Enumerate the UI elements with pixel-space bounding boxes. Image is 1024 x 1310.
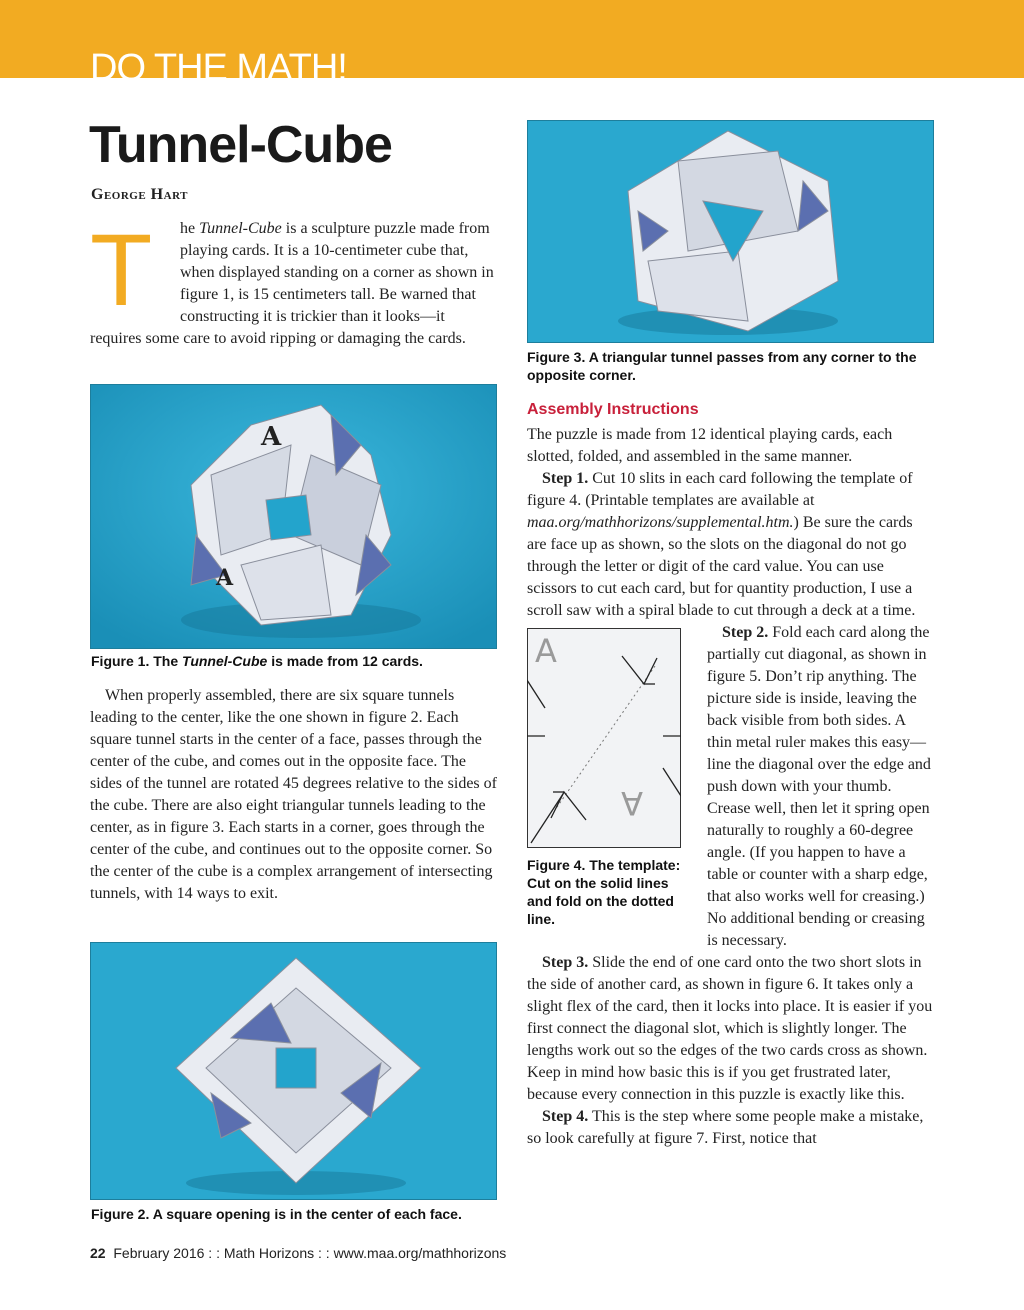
- figure-1-photo: [90, 384, 497, 649]
- fig1-caption-prefix: Figure 1. The: [91, 653, 183, 669]
- step-3-text: Slide the end of one card onto the two short slots in the side of another card, as shown in figure 6. It takes only a slight flex of the card, then it locks into place. It is easier if you first connect the diagonal slot, which is slightly longer. The lengths work out so the edges of the two cards cross as shown. Keep in mind how basic this is if you get frustrated later, because every connection in this puzzle is exactly like this.: [527, 954, 933, 1103]
- figure-3-photo: [527, 120, 934, 343]
- author-name: George Hart: [91, 186, 188, 203]
- assembly-intro: The puzzle is made from 12 identical playing cards, each slotted, folded, and assembled in the same manner.: [527, 426, 893, 465]
- template-letter-top: A: [535, 632, 557, 670]
- step-2-label: Step 2.: [722, 624, 769, 641]
- card-letter-a: A: [261, 422, 282, 452]
- template-letter-bottom: A: [621, 784, 643, 822]
- step-1-paragraph: [527, 468, 934, 622]
- fig1-caption-em: Tunnel-Cube: [182, 653, 268, 669]
- intro-em: Tunnel-Cube: [199, 220, 282, 237]
- figure-4: [527, 624, 699, 944]
- tunnels-paragraph: When properly assembled, there are six square tunnels leading to the center, like the one shown in figure 2. Each square tunnel starts in the center of a face, passes through the center of the cube, and comes out in the opposite face. The sides of the tunnel are rotated 45 degrees relative to the sides of the cube. There are also eight triangular tunnels leading to the center, as in figure 3. Each starts in a corner, goes through the center of the cube, and continues out to the opposite corner. So the center of the cube is a complex arrangement of intersecting tunnels, with 14 ways to exit.: [90, 687, 497, 902]
- figure-2-photo: [90, 942, 497, 1200]
- footer-text: February 2016 : : Math Horizons : : www.maa.org/mathhorizons: [113, 1245, 507, 1261]
- step-4-label: Step 4.: [542, 1108, 589, 1125]
- section-label: DO THE MATH!: [90, 47, 347, 89]
- right-column-text: [527, 424, 934, 1150]
- fig1-caption-suffix: is made from 12 cards.: [267, 653, 423, 669]
- intro-lead: he: [180, 220, 200, 237]
- left-column-text: [90, 685, 500, 905]
- step-1-label: Step 1.: [542, 470, 589, 487]
- step-1-text-b: ) Be sure the cards are face up as shown, so the slots on the diagonal do not go through the letter or digit of the card value. You can use scissors to cut each card, but for quantity production, I use a scroll saw with a spiral blade to cut through a deck at a time.: [527, 514, 916, 619]
- triangular-tunnel-illustration: [528, 121, 934, 343]
- intro-rest: is a sculpture puzzle made from playing cards. It is a 10-centimeter cube that, when displayed standing on a corner as shown in figure 1, is 15 centimeters tall. Be warned that constructing it is trickier than it looks—it requires some care to avoid ripping or damaging the cards.: [90, 220, 494, 347]
- page-footer: [90, 1245, 506, 1261]
- figure-3-caption: Figure 3. A triangular tunnel passes from any corner to the opposite corner.: [527, 349, 917, 383]
- drop-cap: T: [90, 213, 153, 327]
- figure-2-caption: Figure 2. A square opening is in the center of each face.: [91, 1206, 462, 1222]
- assembly-heading: Assembly Instructions: [527, 401, 699, 418]
- article-title: Tunnel-Cube: [89, 116, 392, 174]
- card-template-diagram: [527, 628, 681, 848]
- step-3-paragraph: [527, 952, 934, 1106]
- step-4-paragraph: [527, 1106, 934, 1150]
- page-number: 22: [90, 1245, 106, 1261]
- step-4-text: This is the step where some people make a mistake, so look carefully at figure 7. First, notice that: [527, 1108, 924, 1147]
- step-3-label: Step 3.: [542, 954, 589, 971]
- figure-1-caption: [91, 652, 501, 670]
- figure-4-caption: Figure 4. The template: Cut on the solid lines and fold on the dotted line.: [527, 857, 681, 927]
- card-cube-illustration: [91, 385, 497, 649]
- step-2-text: Fold each card along the partially cut diagonal, as shown in figure 5. Don’t rip anything. The picture side is inside, leaving the back visible from both sides. A thin metal ruler makes this easy—line the diagonal over the edge and push down with your thumb. Crease well, then let it spring open naturally to roughly a 60-degree angle. (If you happen to have a table or counter with a sharp edge, that also works well for creasing.) No additional bending or creasing is necessary.: [707, 624, 931, 949]
- intro-paragraph: [90, 213, 500, 350]
- supplemental-link[interactable]: maa.org/mathhorizons/supplemental.htm.: [527, 514, 794, 531]
- card-letter-a: A: [216, 565, 234, 591]
- square-opening-illustration: [91, 943, 497, 1200]
- step-1-text-a: Cut 10 slits in each card following the template of figure 4. (Printable templates are available at: [527, 470, 913, 509]
